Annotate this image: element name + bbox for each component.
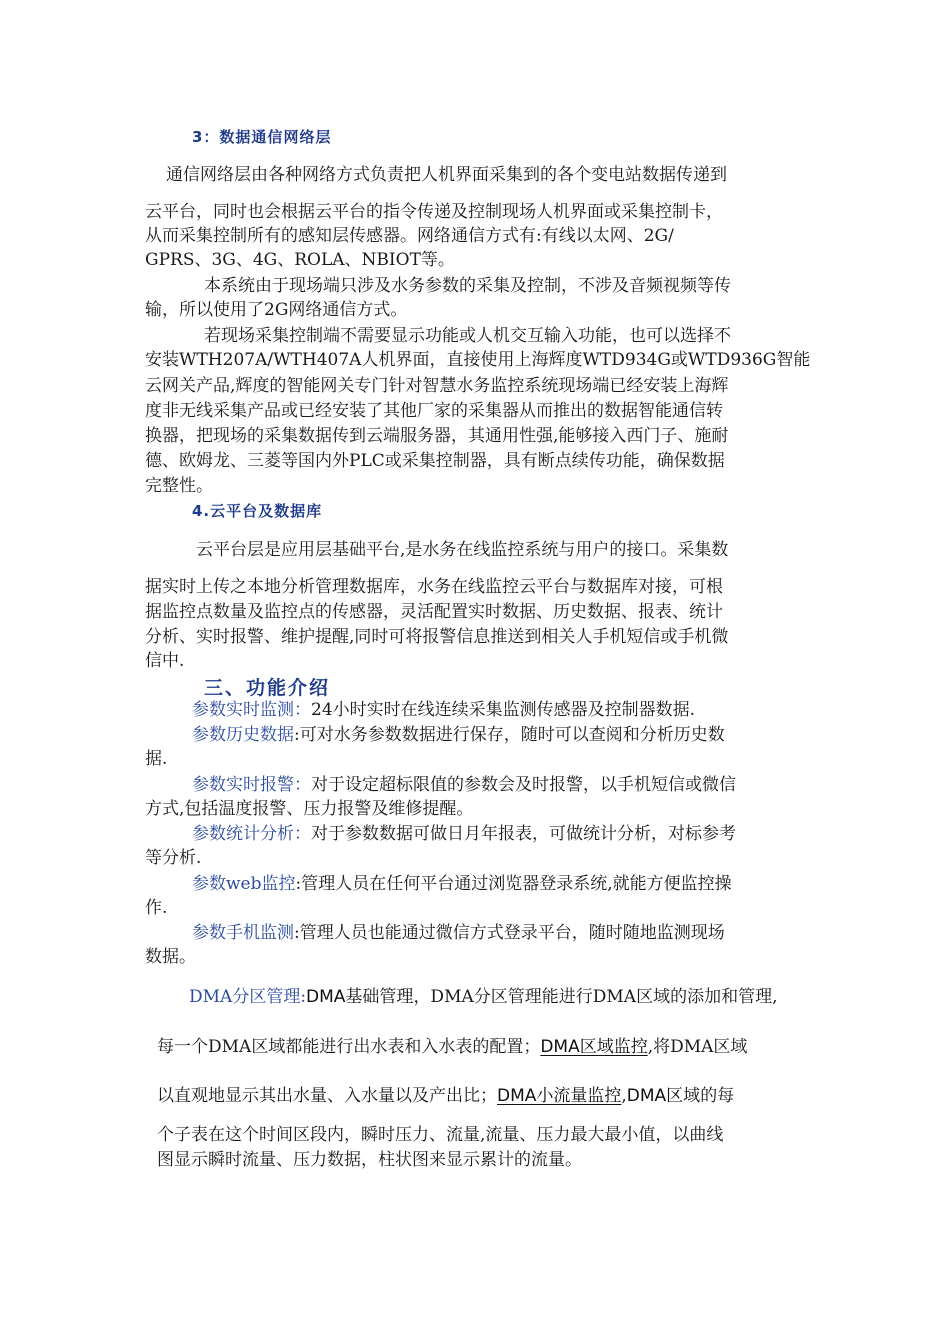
dma-term: DMA区域监控	[540, 1037, 648, 1057]
function-text: :可对水务参数数据进行保存，随时可以查阅和分析历史数	[294, 725, 725, 745]
section3-para2-line: 输，所以使用了2G网络通信方式。	[145, 300, 408, 320]
section3-line: 通信网络层由各种网络方式负责把人机界面采集到的各个变电站数据传递到	[166, 165, 727, 185]
function-label: 参数实时报警：	[192, 775, 311, 795]
section3-heading: 3：数据通信网络层	[192, 128, 332, 146]
function-item	[192, 872, 732, 896]
section3-para3-line: 德、欧姆龙、三菱等国内外PLC或采集控制器，具有断点续传功能，确保数据	[145, 451, 725, 471]
function-item	[192, 822, 736, 846]
section3-para2-line: 本系统由于现场端只涉及水务参数的采集及控制，不涉及音频视频等传	[204, 276, 731, 296]
dma-line-2	[157, 1035, 747, 1059]
function-text-cont: 方式,包括温度报警、压力报警及维修提醒。	[145, 799, 474, 819]
section4-line: 据实时上传之本地分析管理数据库，水务在线监控云平台与数据库对接，可根	[145, 577, 723, 597]
dma-term: DMA区域	[626, 1086, 701, 1106]
function-label: 参数手机监测	[192, 923, 294, 943]
section3-para3-line: 换器，把现场的采集数据传到云端服务器，其通用性强,能够接入西门子、施耐	[145, 426, 729, 446]
function-text-cont: 数据。	[145, 947, 196, 967]
section3-line: GPRS、3G、4G、ROLA、NBIOT等。	[145, 250, 455, 270]
section3-para3-line: 度非无线采集产品或已经安装了其他厂家的采集器从而推出的数据智能通信转	[145, 401, 723, 421]
section3-para3-line: 完整性。	[145, 476, 213, 496]
function-text: :管理人员也能通过微信方式登录平台，随时随地监测现场	[294, 923, 725, 943]
section3-para3-line: 云网关产品,辉度的智能网关专门针对智慧水务监控系统现场端已经安装上海辉	[145, 376, 729, 396]
function-item	[192, 698, 695, 722]
section3-para3-line: 若现场采集控制端不需要显示功能或人机交互输入功能，也可以选择不	[204, 326, 731, 346]
function-text-cont: 作.	[145, 898, 168, 918]
dma-text: ,将DMA区域	[647, 1037, 748, 1057]
function-label: 参数历史数据	[192, 725, 294, 745]
section4-line: 分析、实时报警、维护提醒,同时可将报警信息推送到相关人手机短信或手机微	[145, 627, 729, 647]
functions-heading: 三、功能介绍	[204, 677, 331, 699]
dma-text: 以直观地显示其出水量、入水量以及产出比；	[157, 1086, 497, 1106]
function-item	[192, 921, 725, 945]
section4-line: 据监控点数量及监控点的传感器，灵活配置实时数据、历史数据、报表、统计	[145, 602, 723, 622]
section3-line: 从而采集控制所有的感知层传感器。网络通信方式有:有线以太网、2G/	[145, 226, 674, 246]
dma-line-4: 个子表在这个时间区段内，瞬时压力、流量,流量、压力最大最小值，以曲线	[157, 1125, 724, 1145]
function-text: 对于设定超标限值的参数会及时报警，以手机短信或微信	[311, 775, 736, 795]
function-text: 对于参数数据可做日月年报表，可做统计分析，对标参考	[311, 824, 736, 844]
function-label: 参数统计分析：	[192, 824, 311, 844]
dma-text: 每一个DMA区域都能进行出水表和入水表的配置；	[157, 1037, 541, 1057]
section3-para3-line: 安装WTH207A/WTH407A人机界面，直接使用上海辉度WTD934G或WTD936G智能	[145, 350, 811, 370]
function-text: 24小时实时在线连续采集监测传感器及控制器数据.	[311, 700, 696, 720]
dma-line-1	[189, 985, 777, 1009]
dma-text: ,	[621, 1086, 627, 1106]
function-item	[192, 723, 725, 747]
function-item	[192, 773, 736, 797]
section4-line: 云平台层是应用层基础平台,是水务在线监控系统与用户的接口。采集数	[196, 540, 729, 560]
dma-line-3	[157, 1084, 734, 1108]
dma-term: DMA小流量监控	[497, 1086, 622, 1106]
function-label: 参数web监控	[192, 874, 296, 894]
function-text-cont: 据.	[145, 749, 168, 769]
dma-text: ，DMA分区管理能进行DMA区域的添加和管理,	[413, 987, 778, 1007]
function-text: :管理人员在任何平台通过浏览器登录系统,就能方便监控操	[295, 874, 732, 894]
section4-heading: 4.云平台及数据库	[192, 502, 323, 520]
dma-line-5: 图显示瞬时流量、压力数据，柱状图来显示累计的流量。	[157, 1150, 582, 1170]
dma-label: DMA分区管理:	[189, 987, 307, 1007]
section3-line: 云平台，同时也会根据云平台的指令传递及控制现场人机界面或采集控制卡，	[145, 202, 723, 222]
section4-line: 信中.	[145, 651, 185, 671]
dma-text: 的每	[700, 1086, 735, 1106]
function-label: 参数实时监测：	[192, 700, 311, 720]
function-text-cont: 等分析.	[145, 848, 202, 868]
dma-term: DMA基础管理	[306, 987, 414, 1007]
